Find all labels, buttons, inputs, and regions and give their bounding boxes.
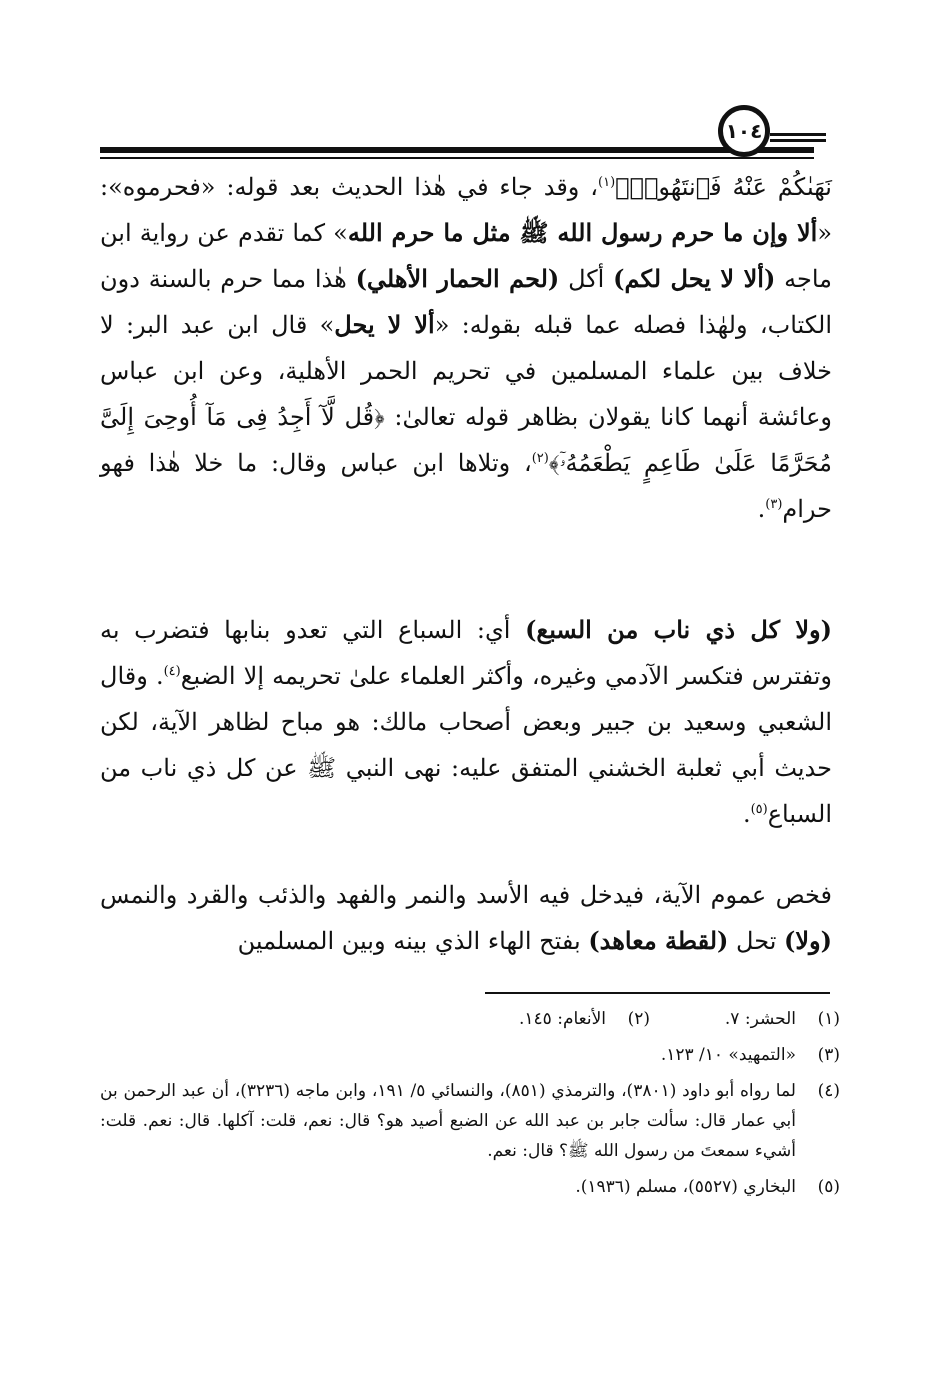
footnote-number: (٤): [817, 1081, 840, 1101]
paragraph-2: [100, 607, 832, 837]
paragraph-1: [100, 164, 832, 532]
header-rule-thin: [100, 157, 814, 159]
footnote-1: [650, 1004, 840, 1034]
bold-phrase: (ألا لا يحل لكم): [613, 264, 776, 293]
footnote-ref: (٢): [531, 451, 549, 466]
text-run: فخص عموم الآية، فيدخل فيه الأسد والنمر والفهد والذئب والقرد والنمس: [100, 881, 832, 909]
text-run: . وقال الشعبي وسعيد بن جبير وبعض أصحاب مالك: هو مباح لظاهر الآية، لكن حديث أبي ثعلبة الخشني المتفق عليه: نهى النبي ﷺ عن كل ذي ناب من السباع: [100, 662, 832, 828]
main-text-2: [100, 607, 832, 837]
footnote-text: البخاري (٥٥٢٧)، مسلم (١٩٣٦).: [575, 1177, 796, 1197]
bold-phrase: (ولا): [784, 926, 832, 955]
footnote-5: [100, 1172, 840, 1202]
text-run: أي: السباع التي تعدو بنابها فتضرب به وتفترس فتكسر الآدمي وغيره، وأكثر العلماء علىٰ تحريمه إلا الضبع: [100, 616, 832, 690]
footnote-row-1-2: [100, 1004, 840, 1034]
footnote-number: (٥): [817, 1177, 840, 1197]
text-run: أكل: [559, 265, 614, 293]
footnote-separator: [485, 992, 830, 994]
footnote-3: [100, 1040, 840, 1070]
bold-phrase: (لقطة معاهد): [588, 926, 729, 955]
footnote-text: الحشر: ٧.: [724, 1009, 796, 1029]
text-run: ، وقد جاء في هٰذا الحديث بعد قوله: «فحرموه»: «: [100, 173, 832, 247]
paragraph-3: [100, 872, 832, 964]
bold-phrase: (لحم الحمار الأهلي): [355, 264, 560, 293]
footnote-ref: (١): [598, 175, 616, 190]
footnote-number: (١): [817, 1009, 840, 1029]
page-number: ١٠٤: [725, 119, 763, 143]
header-rule-ornament-bottom: [770, 139, 826, 142]
header-rule-ornament-top: [770, 133, 826, 136]
footnote-text: لما رواه أبو داود (٣٨٠١)، والترمذي (٨٥١)، والنسائي ٥/ ١٩١، وابن ماجه (٣٢٣٦)، أن عبد الرحمن بن أبي عمار قال: سألت جابر بن عبد الله عن الضبع أصيد هو؟ قال: نعم، قلت: آكلها. قال: نعم. قلت: أشيء سمعتَ من رسول الله ﷺ؟ قال: نعم.: [100, 1081, 796, 1161]
bold-phrase: ألا وإن ما حرم رسول الله ﷺ مثل ما حرم الله: [347, 218, 818, 247]
text-run: .: [742, 800, 751, 828]
footnote-text: «التمهيد» ١٠/ ١٢٣.: [660, 1045, 796, 1065]
bold-phrase: ألا لا يحل: [334, 310, 435, 339]
footnote-ref: (٤): [163, 664, 181, 679]
bold-phrase: (ولا كل ذي ناب من السبع): [525, 615, 832, 644]
footnotes: [100, 1004, 840, 1208]
footnote-text: الأنعام: ١٤٥.: [519, 1009, 606, 1029]
main-text: [100, 164, 832, 532]
text-run: نَهَىٰكُمْ عَنْهُ فَٱنتَهُوا۟﴾: [615, 173, 832, 201]
text-run: هٰذا مما حرم بالسنة دون الكتاب، ولهٰذا فصله عما قبله بقوله: «: [100, 265, 832, 339]
text-run: بفتح الهاء الذي بينه وبين المسلمين: [237, 927, 589, 955]
header-rule-thick: [100, 147, 814, 153]
text-run: » كما تقدم عن رواية ابن ماجه: [100, 219, 832, 293]
main-text-3: [100, 872, 832, 964]
text-run: ، وتلاها ابن عباس وقال: ما خلا هٰذا فهو حرام: [100, 449, 832, 523]
footnote-2: [430, 1004, 650, 1034]
footnote-number: (٢): [627, 1009, 650, 1029]
text-run: .: [757, 495, 766, 523]
text-run: » قال ابن عبد البر: لا خلاف بين علماء المسلمين في تحريم الحمر الأهلية، وعن ابن عباس وعائشة أنهما كانا يقولان بظاهر قوله تعالىٰ: ﴿قُل لَّآ أَجِدُ فِى مَآ أُوحِىَ إِلَىَّ مُحَرَّمًا عَلَىٰ طَاعِمٍ يَطْعَمُهُۥٓ﴾: [100, 311, 832, 477]
footnote-ref: (٥): [750, 802, 768, 817]
footnote-4: [100, 1076, 840, 1166]
footnote-number: (٣): [817, 1045, 840, 1065]
page-number-badge: [718, 105, 770, 157]
text-run: تحل: [728, 927, 784, 955]
footnote-ref: (٣): [765, 497, 783, 512]
